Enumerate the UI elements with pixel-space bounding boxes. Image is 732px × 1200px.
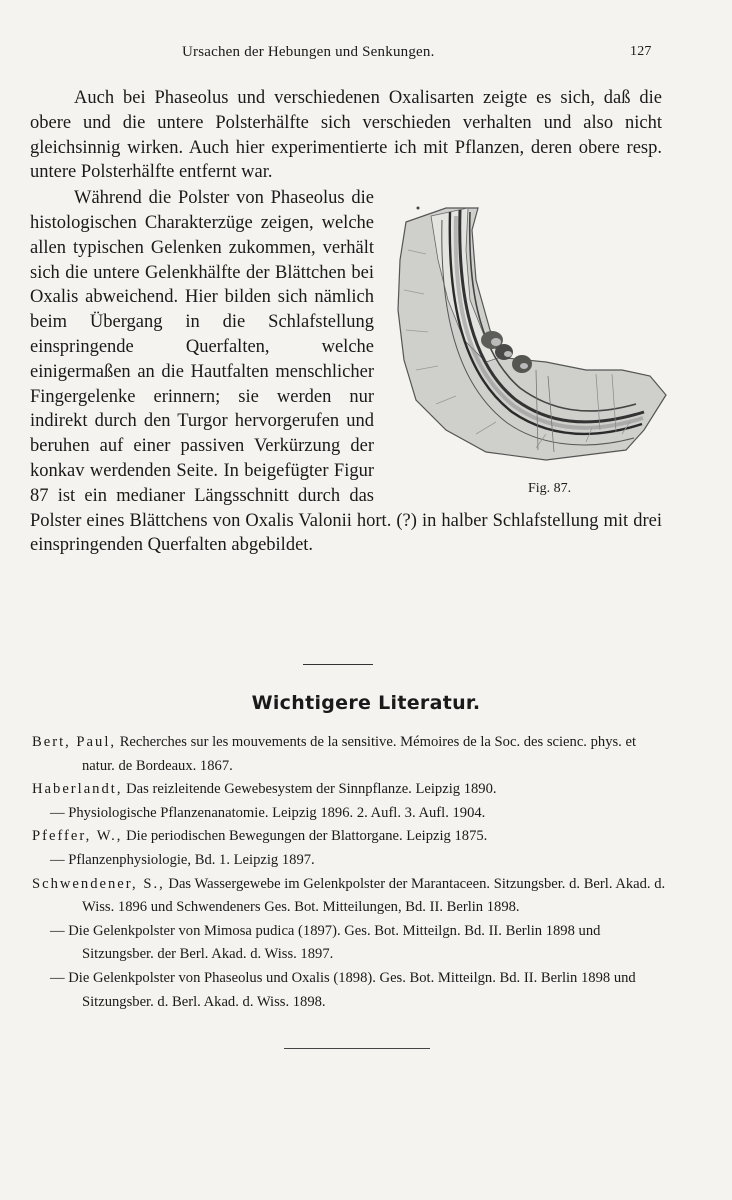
entry-text: Physiologische Pflanzenanatomie. Leipzig 1896. 2. Aufl. 3. Aufl. 1904. (68, 804, 486, 821)
running-title: Ursachen der Hebungen und Senkungen. (182, 44, 435, 60)
paragraph-1: Auch bei Phaseolus und verschiedenen Oxalisarten zeigte es sich, daß die obere und die untere Polsterhälfte sich verschieden verhalten und also nicht gleichsinnig wirken. Auch hier experimentierte ich mit Pflanzen, deren obere resp. untere Polsterhälfte entfernt war. (30, 88, 662, 183)
paragraph-2 (30, 186, 662, 558)
entry-text: Die Gelenkpolster von Phaseolus und Oxalis (1898). Ges. Bot. Mitteilgn. Bd. II. Berlin 1898 und Sitzungsber. d. Berl. Akad. d. Wiss. 1898. (68, 969, 636, 1010)
body-text (30, 86, 662, 558)
literature-entry (32, 920, 668, 967)
literature-entry (32, 849, 668, 873)
literature-entry (32, 731, 668, 778)
literature-entry (32, 802, 668, 826)
literature-list (32, 731, 668, 1014)
entry-text: Die periodischen Bewegungen der Blattorgane. Leipzig 1875. (126, 828, 488, 845)
entry-text: Die Gelenkpolster von Mimosa pudica (1897). Ges. Bot. Mitteilgn. Bd. II. Berlin 1898 und Sitzungsber. der Berl. Akad. d. Wiss. 1897. (68, 922, 601, 963)
end-divider (284, 1048, 430, 1049)
entry-text: Pflanzenphysiologie, Bd. 1. Leipzig 1897. (68, 851, 315, 868)
paragraph-2-text: Während die Polster von Phaseolus die histologischen Charakterzüge zeigen, welche allen typischen Gelenken zukommen, verhält sich die untere Gelenkhälfte der Blättchen bei Oxalis abweichend. Hier bilden sich nämlich beim Übergang in die Schlafstellung einspringende Querfalten, welche einigermaßen an die Hautfalten menschlicher Fingergelenke erinnern; sie werden nur indirekt durch den Turgor hervorgerufen und beruhen auf einer passiven Verkürzung der konkav werdenden Seite. In beigefügter Figur 87 ist ein medianer Längsschnitt durch das Polster eines Blättchens von Oxalis Valonii hort. (?) in halber Schlafstellung mit drei einspringenden Querfalten abgebildet. (30, 188, 662, 556)
figure-87 (386, 190, 668, 508)
section-divider (303, 664, 373, 665)
entry-text: Recherches sur les mouvements de la sensitive. Mémoires de la Soc. des scienc. phys. et natur. de Bordeaux. 1867. (82, 734, 637, 774)
entry-author: Schwendener, S., (32, 875, 165, 892)
entry-author: Pfeffer, W., (32, 828, 123, 845)
entry-author: Haberlandt, (32, 781, 123, 798)
literature-heading: Wichtigere Literatur. (251, 692, 481, 714)
literature-entry (32, 825, 668, 849)
entry-text: Das Wassergewebe im Gelenkpolster der Marantaceen. Sitzungsber. d. Berl. Akad. d. Wiss. 1896 und Schwendeners Ges. Bot. Mitteilungen, Bd. II. Berlin 1898. (82, 875, 666, 916)
literature-entry (32, 967, 668, 1014)
figure-caption: Fig. 87. (528, 481, 572, 497)
entry-author: — (50, 851, 65, 868)
entry-author: Bert, Paul, (32, 734, 117, 750)
literature-entry (32, 778, 668, 802)
oxalis-pulvinus-illustration (386, 190, 668, 508)
entry-author: — (50, 922, 65, 939)
page-number: 127 (630, 44, 652, 59)
literature-entry (32, 873, 668, 920)
entry-text: Das reizleitende Gewebesystem der Sinnpflanze. Leipzig 1890. (126, 781, 497, 798)
entry-author: — (50, 969, 65, 986)
entry-author: — (50, 804, 65, 821)
